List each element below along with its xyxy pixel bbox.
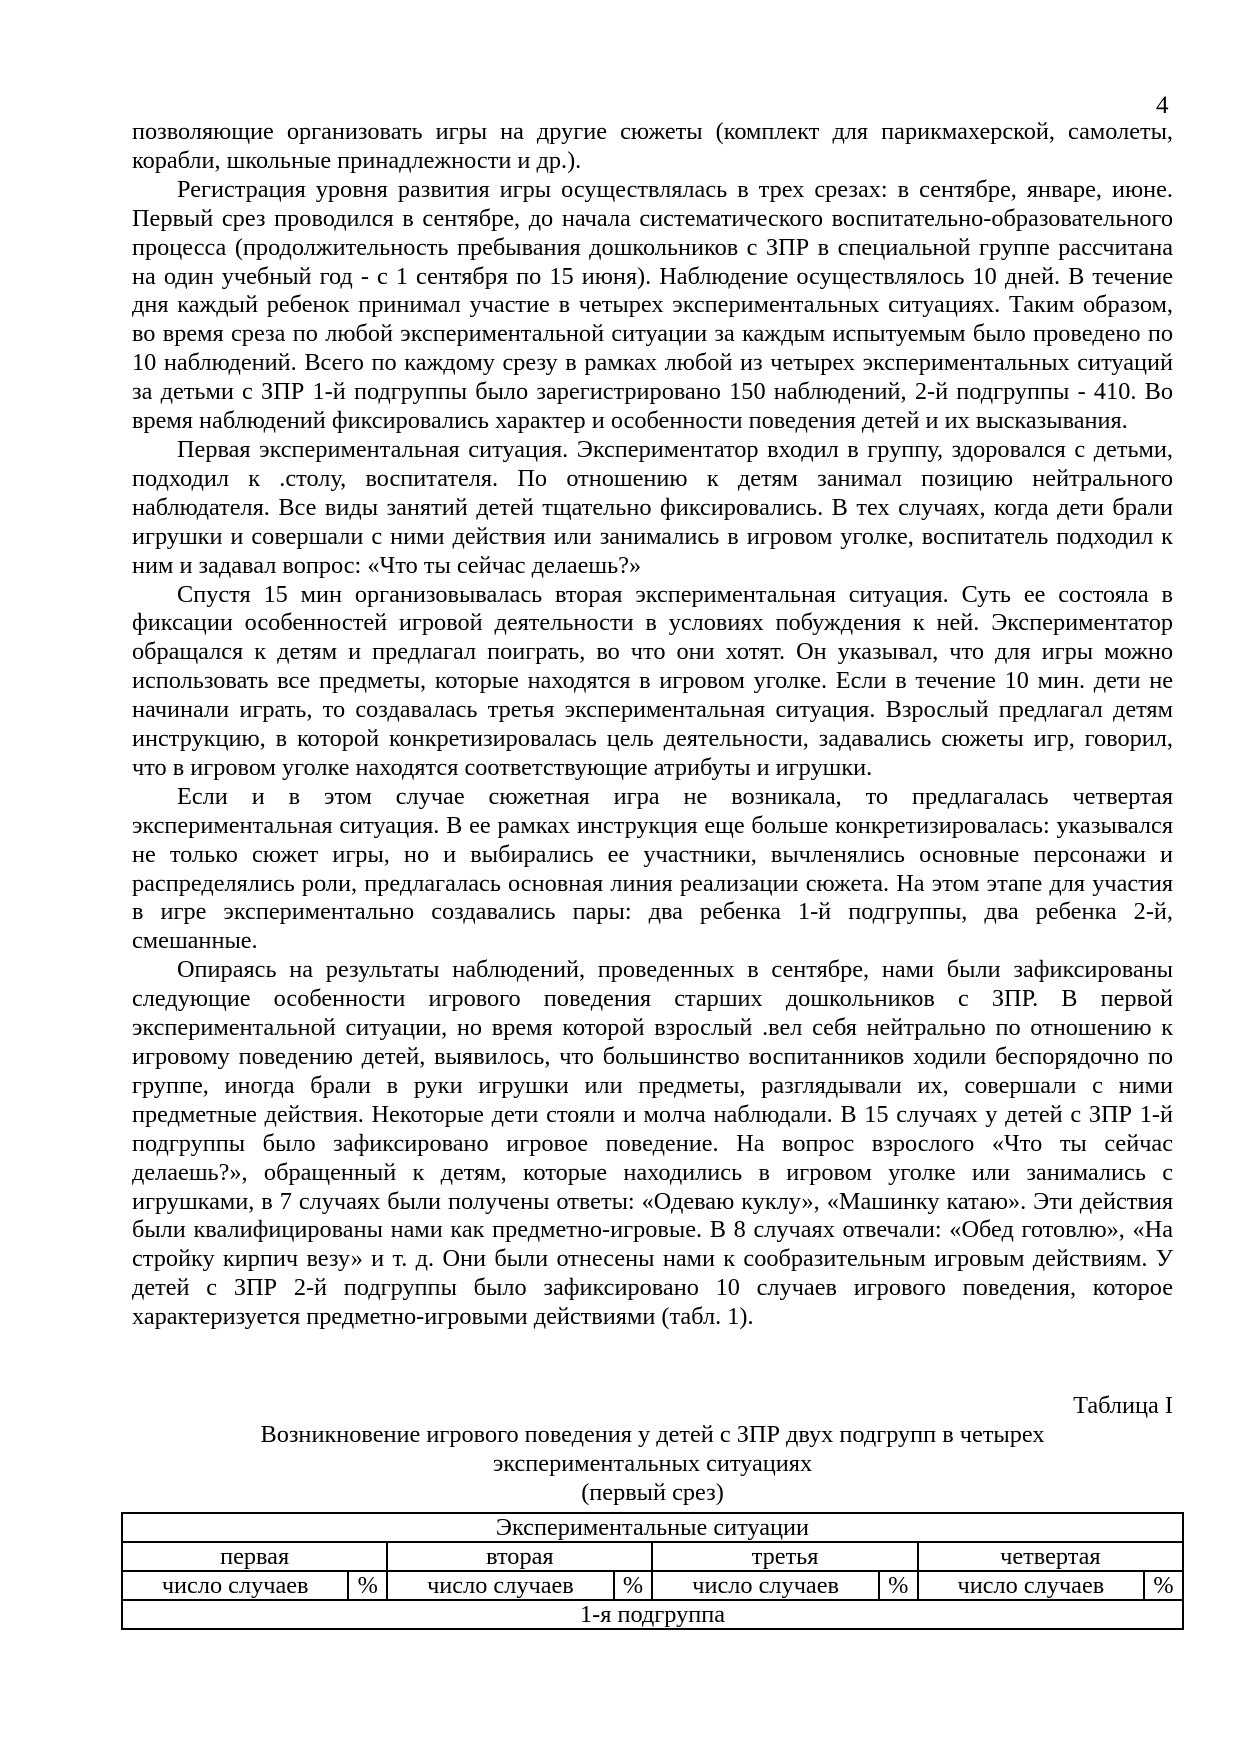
table-subtitle: (первый срез) bbox=[581, 1478, 724, 1506]
percent-header: % bbox=[879, 1571, 918, 1600]
percent-header: % bbox=[614, 1571, 653, 1600]
situation-header: вторая bbox=[387, 1542, 652, 1571]
table-caption bbox=[132, 1392, 1173, 1508]
situation-header: первая bbox=[122, 1542, 387, 1571]
count-header: число случаев bbox=[652, 1571, 878, 1600]
situation-header: четвертая bbox=[918, 1542, 1183, 1571]
group-row: 1-я подгруппа bbox=[122, 1600, 1183, 1629]
situation-header: третья bbox=[652, 1542, 917, 1571]
page-number: 4 bbox=[1156, 92, 1169, 119]
table-number: Таблица I bbox=[1073, 1392, 1173, 1420]
count-header: число случаев bbox=[918, 1571, 1144, 1600]
table-header: Экспериментальные ситуации bbox=[122, 1513, 1183, 1542]
paragraph: Первая экспериментальная ситуация. Экспериментатор входил в группу, здоровался с детьми, подходил к .столу, воспитателя. По отношению к детям занимал позицию нейтрального наблюдателя. Все виды занятий детей тщательно фиксировались. В тех случаях, когда дети брали игрушки и совершали с ними действия или занимались в игровом уголке, воспитатель подходил к ним и задавал вопрос: «Что ты сейчас делаешь?» bbox=[132, 435, 1173, 579]
table-title: Возникновение игрового поведения у детей с ЗПР двух подгрупп в четырех экспериментальных ситуациях bbox=[260, 1420, 1045, 1477]
paragraph: Если и в этом случае сюжетная игра не возникала, то предлагалась четвертая экспериментальная ситуация. В ее рамках инструкция еще больше конкретизировалась: указывался не только сюжет игры, но и выбирались ее участники, вычленялись основные персонажи и распределялись роли, предлагалась основная линия реализации сюжета. На этом этапе для участия в игре экспериментально создавались пары: два ребенка 1-й подгруппы, два ребенка 2-й, смешанные. bbox=[132, 782, 1173, 955]
paragraph: Опираясь на результаты наблюдений, проведенных в сентябре, нами были зафиксированы следующие особенности игрового поведения старших дошкольников с ЗПР. В первой экспериментальной ситуации, но время которой взрослый .вел себя нейтрально по отношению к игровому поведению детей, выявилось, что большинство воспитанников ходили беспорядочно по группе, иногда брали в руки игрушки или предметы, разглядывали их, совершали с ними предметные действия. Некоторые дети стояли и молча наблюдали. В 15 случаях у детей с ЗПР 1-й подгруппы было зафиксировано игровое поведение. На вопрос взрослого «Что ты сейчас делаешь?», обращенный к детям, которые находились в игровом уголке или занимались с игрушками, в 7 случаях были получены ответы: «Одеваю куклу», «Машинку катаю». Эти действия были квалифицированы нами как предметно-игровые. В 8 случаях отвечали: «Обед готовлю», «На стройку кирпич везу» и т. д. Они были отнесены нами к сообразительным игровым действиям. У детей с ЗПР 2-й подгруппы было зафиксировано 10 случаев игрового поведения, которое характеризуется предметно-игровыми действиями (табл. 1). bbox=[132, 956, 1173, 1331]
count-header: число случаев bbox=[122, 1571, 348, 1600]
count-header: число случаев bbox=[387, 1571, 613, 1600]
percent-header: % bbox=[1144, 1571, 1183, 1600]
paragraph: позволяющие организовать игры на другие сюжеты (комплект для парикмахерской, самолеты, корабли, школьные принадлежности и др.). bbox=[132, 118, 1173, 174]
body-text bbox=[132, 118, 1173, 1332]
paragraph: Спустя 15 мин организовывалась вторая экспериментальная ситуация. Суть ее состояла в фиксации особенностей игровой деятельности в условиях побуждения к ней. Экспериментатор обращался к детям и предлагал поиграть, во что они хотят. Он указывал, что для игры можно использовать все предметы, которые находятся в игровом уголке. Если в течение 10 мин. дети не начинали играть, то создавалась третья экспериментальная ситуация. Взрослый предлагал детям инструкцию, в которой конкретизировалась цель деятельности, задавались сюжеты игр, говорил, что в игровом уголке находятся соответствующие атрибуты и игрушки. bbox=[132, 580, 1173, 781]
percent-header: % bbox=[348, 1571, 387, 1600]
data-table bbox=[121, 1512, 1184, 1630]
paragraph: Регистрация уровня развития игры осуществлялась в трех срезах: в сентябре, январе, июне. Первый срез проводился в сентябре, до начала систематического воспитательно-образовательного процесса (продолжительность пребывания дошкольников с ЗПР в специальной группе рассчитана на один учебный год - с 1 сентября по 15 июня). Наблюдение осуществлялось 10 дней. В течение дня каждый ребенок принимал участие в четырех экспериментальных ситуациях. Таким образом, во время среза по любой экспериментальной ситуации за каждым испытуемым было проведено по 10 наблюдений. Всего по каждому срезу в рамках любой из четырех экспериментальных ситуаций за детьми с ЗПР 1-й подгруппы было зарегистрировано 150 наблюдений, 2-й подгруппы - 410. Во время наблюдений фиксировались характер и особенности поведения детей и их высказывания. bbox=[132, 175, 1173, 435]
page-content bbox=[132, 0, 1173, 1630]
